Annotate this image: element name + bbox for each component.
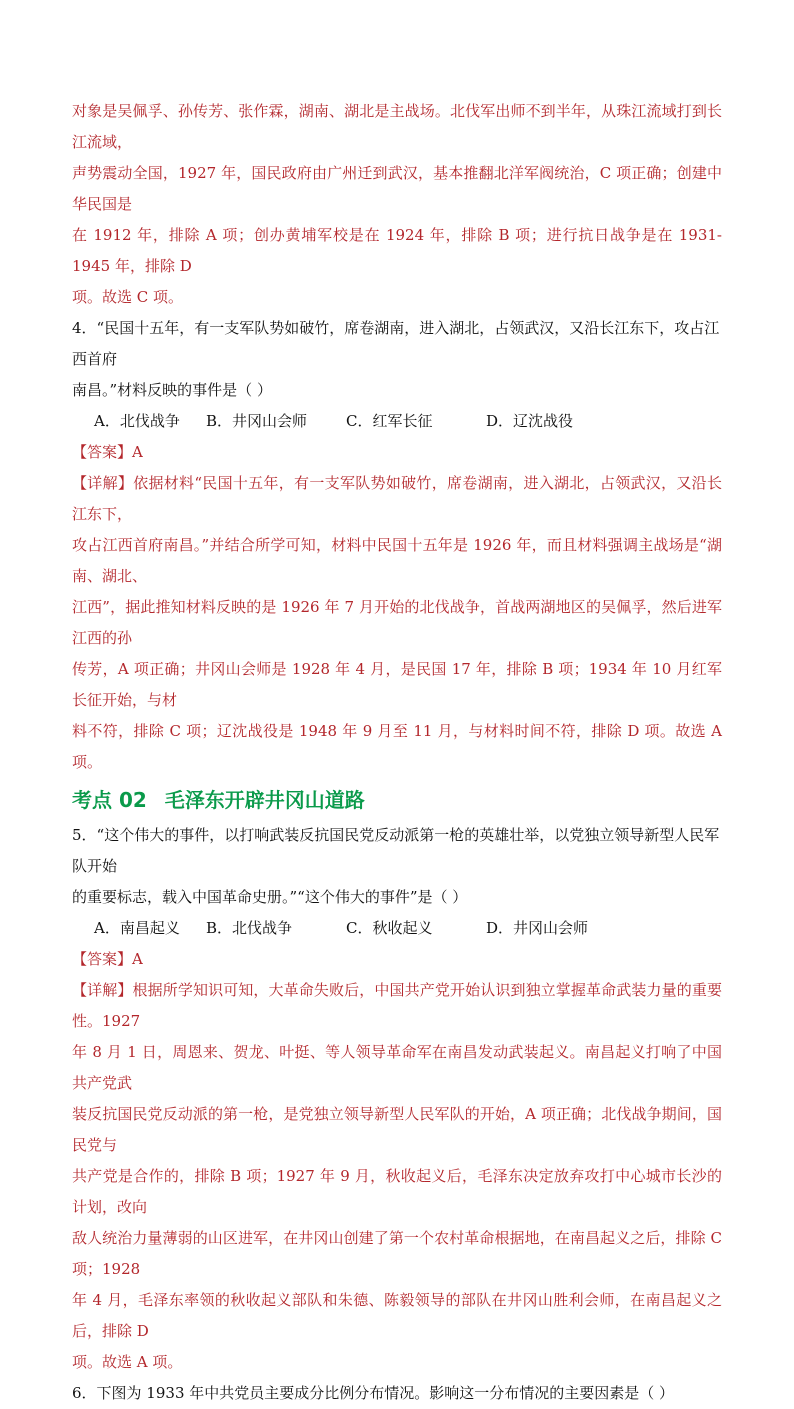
option-d: D．井冈山会师 xyxy=(486,919,589,937)
answer-label: 【答案】 xyxy=(72,950,133,968)
detail-label: 【详解】 xyxy=(72,981,133,999)
answer-line xyxy=(72,437,722,468)
text-line: 声势震动全国，1927 年，国民政府由广州迁到武汉，基本推翻北洋军阀统治，C 项正确；创建中华民国是 xyxy=(72,164,722,213)
text-line: 项。故选 C 项。 xyxy=(72,288,184,306)
question-stem: 的重要标志，载入中国革命史册。”“这个伟大的事件”是（ ） xyxy=(72,888,468,906)
question-stem: 4．“民国十五年，有一支军队势如破竹，席卷湖南，进入湖北，占领武汉，又沿长江东下，攻占江西首府 xyxy=(72,319,720,368)
question-4 xyxy=(72,313,722,778)
answer-value: A xyxy=(132,950,143,968)
detail-line: 年 8 月 1 日，周恩来、贺龙、叶挺、等人领导革命军在南昌发动武装起义。南昌起义打响了中国共产党武 xyxy=(72,1043,722,1092)
detail-line: 年 4 月，毛泽东率领的秋收起义部队和朱德、陈毅领导的部队在井冈山胜利会师，在南昌起义之后，排除 D xyxy=(72,1291,722,1340)
option-c: C．秋收起义 xyxy=(346,919,433,937)
question-stem: 6．下图为 1933 年中共党员主要成分比例分布情况。影响这一分布情况的主要因素是（ ） xyxy=(72,1384,675,1402)
question-stem: 南昌。”材料反映的事件是（ ） xyxy=(72,381,272,399)
detail-line: 共产党是合作的，排除 B 项；1927 年 9 月，秋收起义后，毛泽东决定放弃攻打中心城市长沙的计划，改向 xyxy=(72,1167,722,1216)
answer-label: 【答案】 xyxy=(72,443,133,461)
answer-value: A xyxy=(132,443,143,461)
detail-line xyxy=(72,975,722,1037)
detail-text: 依据材料“民国十五年，有一支军队势如破竹，席卷湖南，进入湖北，占领武汉，又沿长江东下， xyxy=(72,474,722,523)
answer-options xyxy=(72,913,722,944)
detail-line: 料不符，排除 C 项；辽沈战役是 1948 年 9 月至 11 月，与材料时间不符，排除 D 项。故选 A 项。 xyxy=(72,722,722,771)
option-c: C．红军长征 xyxy=(346,412,433,430)
question-5 xyxy=(72,820,722,1378)
text-line: 对象是吴佩孚、孙传芳、张作霖，湖南、湖北是主战场。北伐军出师不到半年，从珠江流域打到长江流域， xyxy=(72,102,722,151)
detail-line: 江西”，据此推知材料反映的是 1926 年 7 月开始的北伐战争，首战两湖地区的吴佩孚，然后进军江西的孙 xyxy=(72,598,722,647)
detail-line: 敌人统治力量薄弱的山区进军，在井冈山创建了第一个农村革命根据地，在南昌起义之后，排除 C 项；1928 xyxy=(72,1229,722,1278)
option-a: A．北伐战争 xyxy=(94,412,180,430)
text-line: 在 1912 年，排除 A 项；创办黄埔军校是在 1924 年，排除 B 项；进行抗日战争是在 1931-1945 年，排除 D xyxy=(72,226,722,275)
detail-line: 项。故选 A 项。 xyxy=(72,1353,183,1371)
section-title: 毛泽东开辟井冈山道路 xyxy=(164,788,365,812)
detail-block xyxy=(72,975,722,1378)
section-heading xyxy=(72,784,722,816)
option-b: B．北伐战争 xyxy=(206,919,293,937)
option-b: B．井冈山会师 xyxy=(206,412,308,430)
answer-line xyxy=(72,944,722,975)
option-d: D．辽沈战役 xyxy=(486,412,574,430)
detail-block xyxy=(72,468,722,778)
section-number: 考点 02 xyxy=(72,788,147,812)
question-stem: 5．“这个伟大的事件，以打响武装反抗国民党反动派第一枪的英雄壮举，以党独立领导新型人民军队开始 xyxy=(72,826,720,875)
detail-text: 根据所学知识可知，大革命失败后，中国共产党开始认识到独立掌握革命武装力量的重要性。1927 xyxy=(72,981,722,1030)
answer-options xyxy=(72,406,722,437)
page-content xyxy=(72,96,722,1409)
detail-line xyxy=(72,468,722,530)
question-6 xyxy=(72,1378,722,1409)
detail-label: 【详解】 xyxy=(72,474,134,492)
detail-line: 装反抗国民党反动派的第一枪，是党独立领导新型人民军队的开始，A 项正确；北伐战争期间，国民党与 xyxy=(72,1105,722,1154)
detail-line: 传芳，A 项正确；井冈山会师是 1928 年 4 月，是民国 17 年，排除 B 项；1934 年 10 月红军长征开始，与材 xyxy=(72,660,722,709)
detail-line: 攻占江西首府南昌。”并结合所学可知，材料中民国十五年是 1926 年，而且材料强调主战场是“湖南、湖北、 xyxy=(72,536,722,585)
option-a: A．南昌起义 xyxy=(94,919,180,937)
previous-explanation xyxy=(72,96,722,313)
